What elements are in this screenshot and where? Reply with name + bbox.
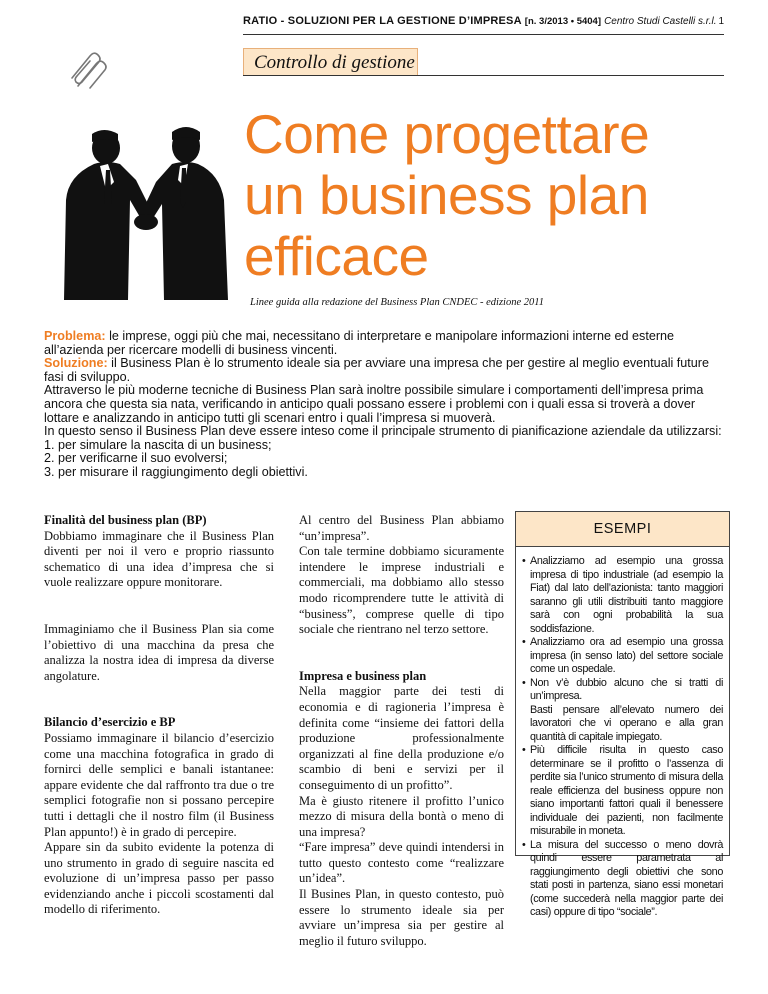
- problem-text: le imprese, oggi più che mai, necessitano di interpretare e manipolare informazioni interne ed esterne all’azienda per ricercare modelli di business vincenti.: [44, 329, 675, 357]
- issue-number: [n. 3/2013 • 5404]: [524, 16, 602, 27]
- body-paragraph: Con tale termine dobbiamo sicuramente intendere le imprese industriali e commerciali, ma dobbiamo allo stesso modo ricomprendere tutte le attività di “business”, comprese quelle di tipo sociale che rientrano nel terzo settore.: [299, 544, 504, 637]
- page-number: 1: [718, 16, 724, 27]
- section-heading: Finalità del business plan (BP): [44, 513, 207, 527]
- businessmen-handshake-illustration: [44, 120, 244, 300]
- example-item: • Non v’è dubbio alcuno che si tratti di un’impresa.: [522, 677, 723, 704]
- problem-label: Problema:: [44, 329, 106, 343]
- title-line: un business plan: [244, 164, 649, 226]
- publisher-name: Centro Studi Castelli s.r.l.: [604, 16, 717, 27]
- body-paragraph: Al centro del Business Plan abbiamo “un’impresa”.: [299, 513, 504, 543]
- intro-list: [44, 439, 728, 480]
- title-line: Come progettare: [244, 103, 650, 165]
- body-paragraph: Ma è giusto ritenere il profitto l’unico mezzo di misura della bontà o meno di una impresa?: [299, 793, 504, 839]
- section-heading: Bilancio d’esercizio e BP: [44, 715, 176, 730]
- body-paragraph: Dobbiamo immaginare che il Business Plan diventi per noi il vero e proprio riassunto schematico di una idea d’impresa che si vuole realizzare oppure monitorare.: [44, 528, 274, 590]
- intro-block: [44, 330, 728, 480]
- example-item: • La misura del successo o meno dovrà quindi essere parametrata al raggiungimento degli obiettivi che sono stati posti in partenza, siano essi monetari (come succederà nella maggior parte dei casi) oppure di tipo “sociale”.: [522, 839, 723, 920]
- examples-sidebar: [515, 511, 730, 918]
- section-tag: [243, 48, 418, 76]
- problem-paragraph: [44, 330, 728, 357]
- intro-paragraph: Attraverso le più moderne tecniche di Business Plan sarà inoltre possibile simulare i comportamenti dell’impresa prima ancora che questa sia nata, verificando in anticipo quali possano essere i problemi con i quali essa si troverà a dover lottare e analizzando in anticipo tutti gli scenari entro i quali l’impresa si muoverà.: [44, 383, 704, 425]
- example-item: Basti pensare all’elevato numero dei lavoratori che vi operano e alla gran quantità di capitale impiegato.: [530, 703, 723, 743]
- intro-list-item: 1. per simulare la nascita di un business;: [44, 437, 272, 452]
- example-item: • Più difficile risulta in questo caso determinare se il profitto o l’assenza di perdite sia l’unico strumento di misura della reale efficienza del business oppure non siano importanti fattori quali il benessere individuale dei pazienti, non facilmente misurabile in moneta.: [522, 744, 723, 839]
- magazine-name: RATIO - SOLUZIONI PER LA GESTIONE D’IMPRESA: [243, 15, 522, 27]
- body-column-2: [299, 513, 504, 949]
- intro-paragraph: In questo senso il Business Plan deve essere inteso come il principale strumento di pianificazione aziendale da utilizzarsi:: [44, 424, 722, 439]
- section-heading: Impresa e business plan: [299, 668, 427, 683]
- body-column-1: [44, 513, 274, 918]
- examples-list: [516, 547, 729, 920]
- header-rule: [243, 34, 724, 35]
- body-paragraph: Il Busines Plan, in questo contesto, può essere lo strumento ideale sia per avviare un’impresa sia per gestire al meglio il futuro sviluppo.: [299, 887, 504, 948]
- solution-label: Soluzione:: [44, 356, 108, 371]
- running-header: [243, 15, 723, 29]
- article-title: [244, 104, 744, 287]
- examples-heading: ESEMPI: [516, 512, 729, 547]
- section-rule: [243, 75, 724, 76]
- body-paragraph: “Fare impresa” deve quindi intendersi in tutto questo contesto come “realizzare un’idea”.: [299, 840, 504, 886]
- article-subtitle: Linee guida alla redazione del Business Plan CNDEC - edizione 2011: [250, 297, 544, 308]
- body-paragraph: Possiamo immaginare il bilancio d’esercizio come una macchina fotografica in grado di fornirci delle semplici e banali istantanee: appare evidente che dal raffronto tra due o tre semplici fotografie non si possano percepire tutti i dettagli che il nostro film (il Business Plan appunto!) è in grado di percepire.: [44, 730, 274, 839]
- title-line: efficace: [244, 225, 429, 287]
- example-item: • Analizziamo ora ad esempio una grossa impresa (in senso lato) del settore sociale come un ospedale.: [522, 636, 723, 677]
- example-item: • Analizziamo ad esempio una grossa impresa di tipo industriale (ad esempio la Fiat) dal lato dell’azionista: tanto maggiori saranno gli utili distribuiti tanto maggiore sarà con ogni probabilità la sua soddisfazione.: [522, 555, 723, 636]
- section-label: Controllo di gestione: [254, 52, 415, 73]
- body-paragraph: Nella maggior parte dei testi di economia e di ragioneria l’impresa è definita come “insieme dei fattori della produzione professionalmente organizzati al fine della produzione e/o scambio di beni e servizi per il conseguimento di un profitto”.: [299, 684, 504, 792]
- intro-list-item: 3. per misurare il raggiungimento degli obiettivi.: [44, 464, 308, 479]
- body-paragraph: Appare sin da subito evidente la potenza di uno strumento in grado di seguire nascita ed evoluzione di un’impresa passo per passo evidenziando anche i piccoli scostamenti dal modello di riferimento.: [44, 840, 274, 917]
- solution-text: il Business Plan è lo strumento ideale sia per avviare una impresa che per gestire al meglio eventuali future fasi di sviluppo.: [44, 356, 709, 384]
- intro-list-item: 2. per verificarne il suo evolversi;: [44, 451, 228, 466]
- solution-paragraph: [44, 357, 728, 384]
- body-paragraph: Immaginiamo che il Business Plan sia come l’obiettivo di una macchina da presa che analizza la nostra idea di impresa da diverse angolature.: [44, 621, 274, 683]
- paperclip-icon: [66, 48, 110, 90]
